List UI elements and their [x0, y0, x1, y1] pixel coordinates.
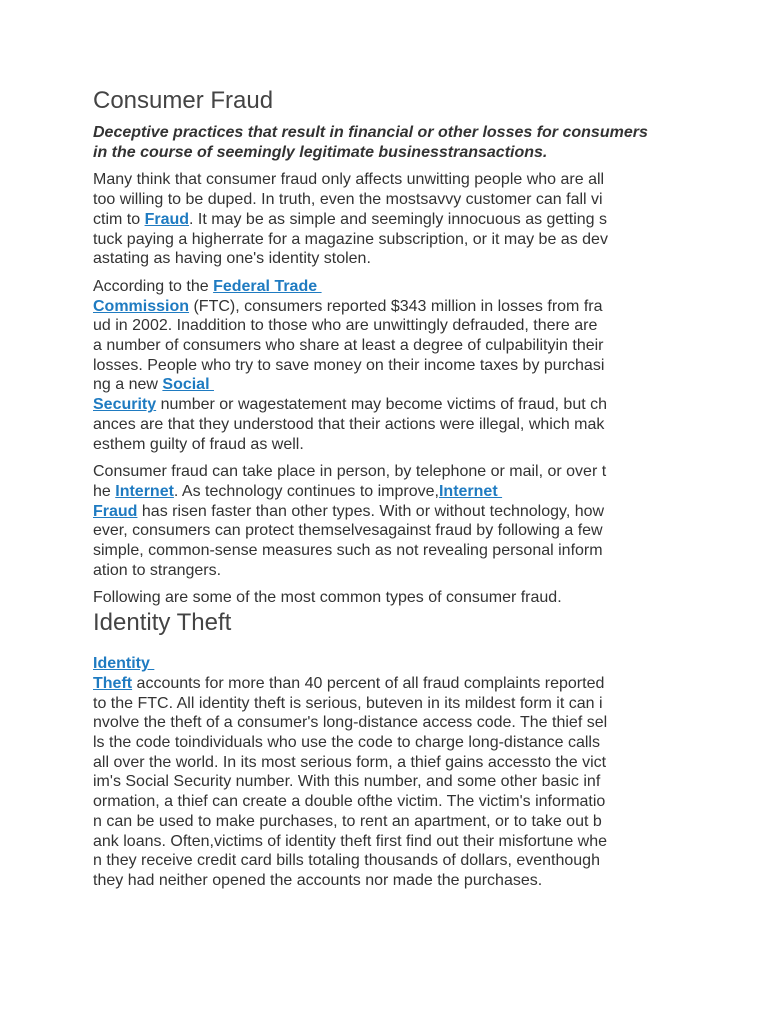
paragraph-line: all over the world. In its most serious form, a thief gains accessto the vict	[93, 753, 607, 771]
paragraph-line: too willing to be duped. In truth, even the mostsavvy customer can fall vi	[93, 191, 603, 209]
paragraph-line	[93, 654, 683, 674]
paragraph-intro	[93, 170, 683, 269]
text-span: ctim to	[93, 210, 145, 228]
paragraph-line: n can be used to make purchases, to rent an apartment, or to take out b	[93, 812, 602, 830]
paragraph-following	[93, 588, 683, 608]
paragraph-line: Following are some of the most common types of consumer fraud.	[93, 589, 562, 607]
paragraph-line	[93, 277, 683, 297]
paragraph-line: ances are that they understood that their actions were illegal, which mak	[93, 415, 605, 433]
paragraph-line: ank loans. Often,victims of identity theft first find out their misfortune whe	[93, 832, 608, 850]
identity-theft-link[interactable]: Identity	[93, 655, 155, 673]
paragraph-identity-theft	[93, 654, 683, 890]
paragraph-line: n they receive credit card bills totaling thousands of dollars, eventhough	[93, 852, 600, 870]
paragraph-line: Consumer fraud can take place in person, by telephone or mail, or over t	[93, 463, 607, 481]
section-heading-consumer-fraud: Consumer Fraud	[93, 87, 274, 114]
paragraph-line: astating as having one's identity stolen.	[93, 250, 371, 268]
paragraph-line: tuck paying a higherrate for a magazine subscription, or it may be as dev	[93, 230, 608, 248]
text-span: accounts for more than 40 percent of all fraud complaints reported	[132, 674, 605, 692]
paragraph-ftc	[93, 277, 683, 454]
federal-trade-commission-link[interactable]: Federal Trade	[213, 277, 322, 295]
paragraph-line	[93, 395, 683, 415]
paragraph-line: to the FTC. All identity theft is serious, buteven in its mildest form it can i	[93, 694, 603, 712]
social-security-link[interactable]: Social	[162, 376, 214, 394]
paragraph-line: ation to strangers.	[93, 561, 222, 579]
text-span: (FTC), consumers reported $343 million in losses from fra	[189, 297, 603, 315]
identity-theft-link[interactable]: Theft	[93, 674, 133, 692]
paragraph-line: ormation, a thief can create a double ofthe victim. The victim's informatio	[93, 793, 606, 811]
text-span: he	[93, 482, 116, 500]
paragraph-line	[93, 297, 683, 317]
paragraph-line: losses. People who try to save money on their income taxes by purchasi	[93, 356, 605, 374]
paragraph-line	[93, 674, 683, 694]
paragraph-line	[93, 482, 683, 502]
document-page	[93, 86, 683, 891]
paragraph-internet	[93, 462, 683, 580]
section-subtitle	[93, 123, 683, 162]
section-heading-identity-theft: Identity Theft	[93, 609, 232, 637]
paragraph-line: nvolve the theft of a consumer's long-distance access code. The thief sel	[93, 714, 608, 732]
social-security-link[interactable]: Security	[93, 396, 157, 414]
internet-link[interactable]: Internet	[115, 482, 174, 500]
paragraph-line: simple, common-sense measures such as not revealing personal inform	[93, 542, 603, 560]
paragraph-line: they had neither opened the accounts nor made the purchases.	[93, 871, 543, 889]
paragraph-line	[93, 210, 683, 230]
text-span: number or wagestatement may become victims of fraud, but ch	[156, 396, 608, 414]
paragraph-line: ever, consumers can protect themselvesagainst fraud by following a few	[93, 522, 603, 540]
text-span: According to the	[93, 277, 214, 295]
text-span: ng a new	[93, 376, 163, 394]
subtitle-line: in the course of seemingly legitimate businesstransactions.	[93, 143, 548, 161]
paragraph-line: Many think that consumer fraud only affects unwitting people who are all	[93, 171, 605, 189]
text-span: has risen faster than other types. With or without technology, how	[137, 502, 605, 520]
paragraph-line: esthem guilty of fraud as well.	[93, 435, 304, 453]
text-span: . It may be as simple and seemingly innocuous as getting s	[189, 210, 608, 228]
text-span: . As technology continues to improve,	[173, 482, 439, 500]
internet-fraud-link[interactable]: Fraud	[93, 502, 138, 520]
paragraph-line: ud in 2002. Inaddition to those who are unwittingly defrauded, there are	[93, 317, 598, 335]
fraud-link[interactable]: Fraud	[144, 210, 190, 228]
paragraph-line	[93, 502, 683, 522]
paragraph-line: a number of consumers who share at least a degree of culpabilityin their	[93, 337, 604, 355]
subtitle-line: Deceptive practices that result in financial or other losses for consumers	[93, 124, 648, 141]
internet-fraud-link[interactable]: Internet	[438, 482, 503, 500]
federal-trade-commission-link[interactable]: Commission	[93, 297, 190, 315]
paragraph-line: ls the code toindividuals who use the code to charge long-distance calls	[93, 733, 600, 751]
paragraph-line	[93, 375, 683, 395]
paragraph-line: im's Social Security number. With this number, and some other basic inf	[93, 773, 601, 791]
